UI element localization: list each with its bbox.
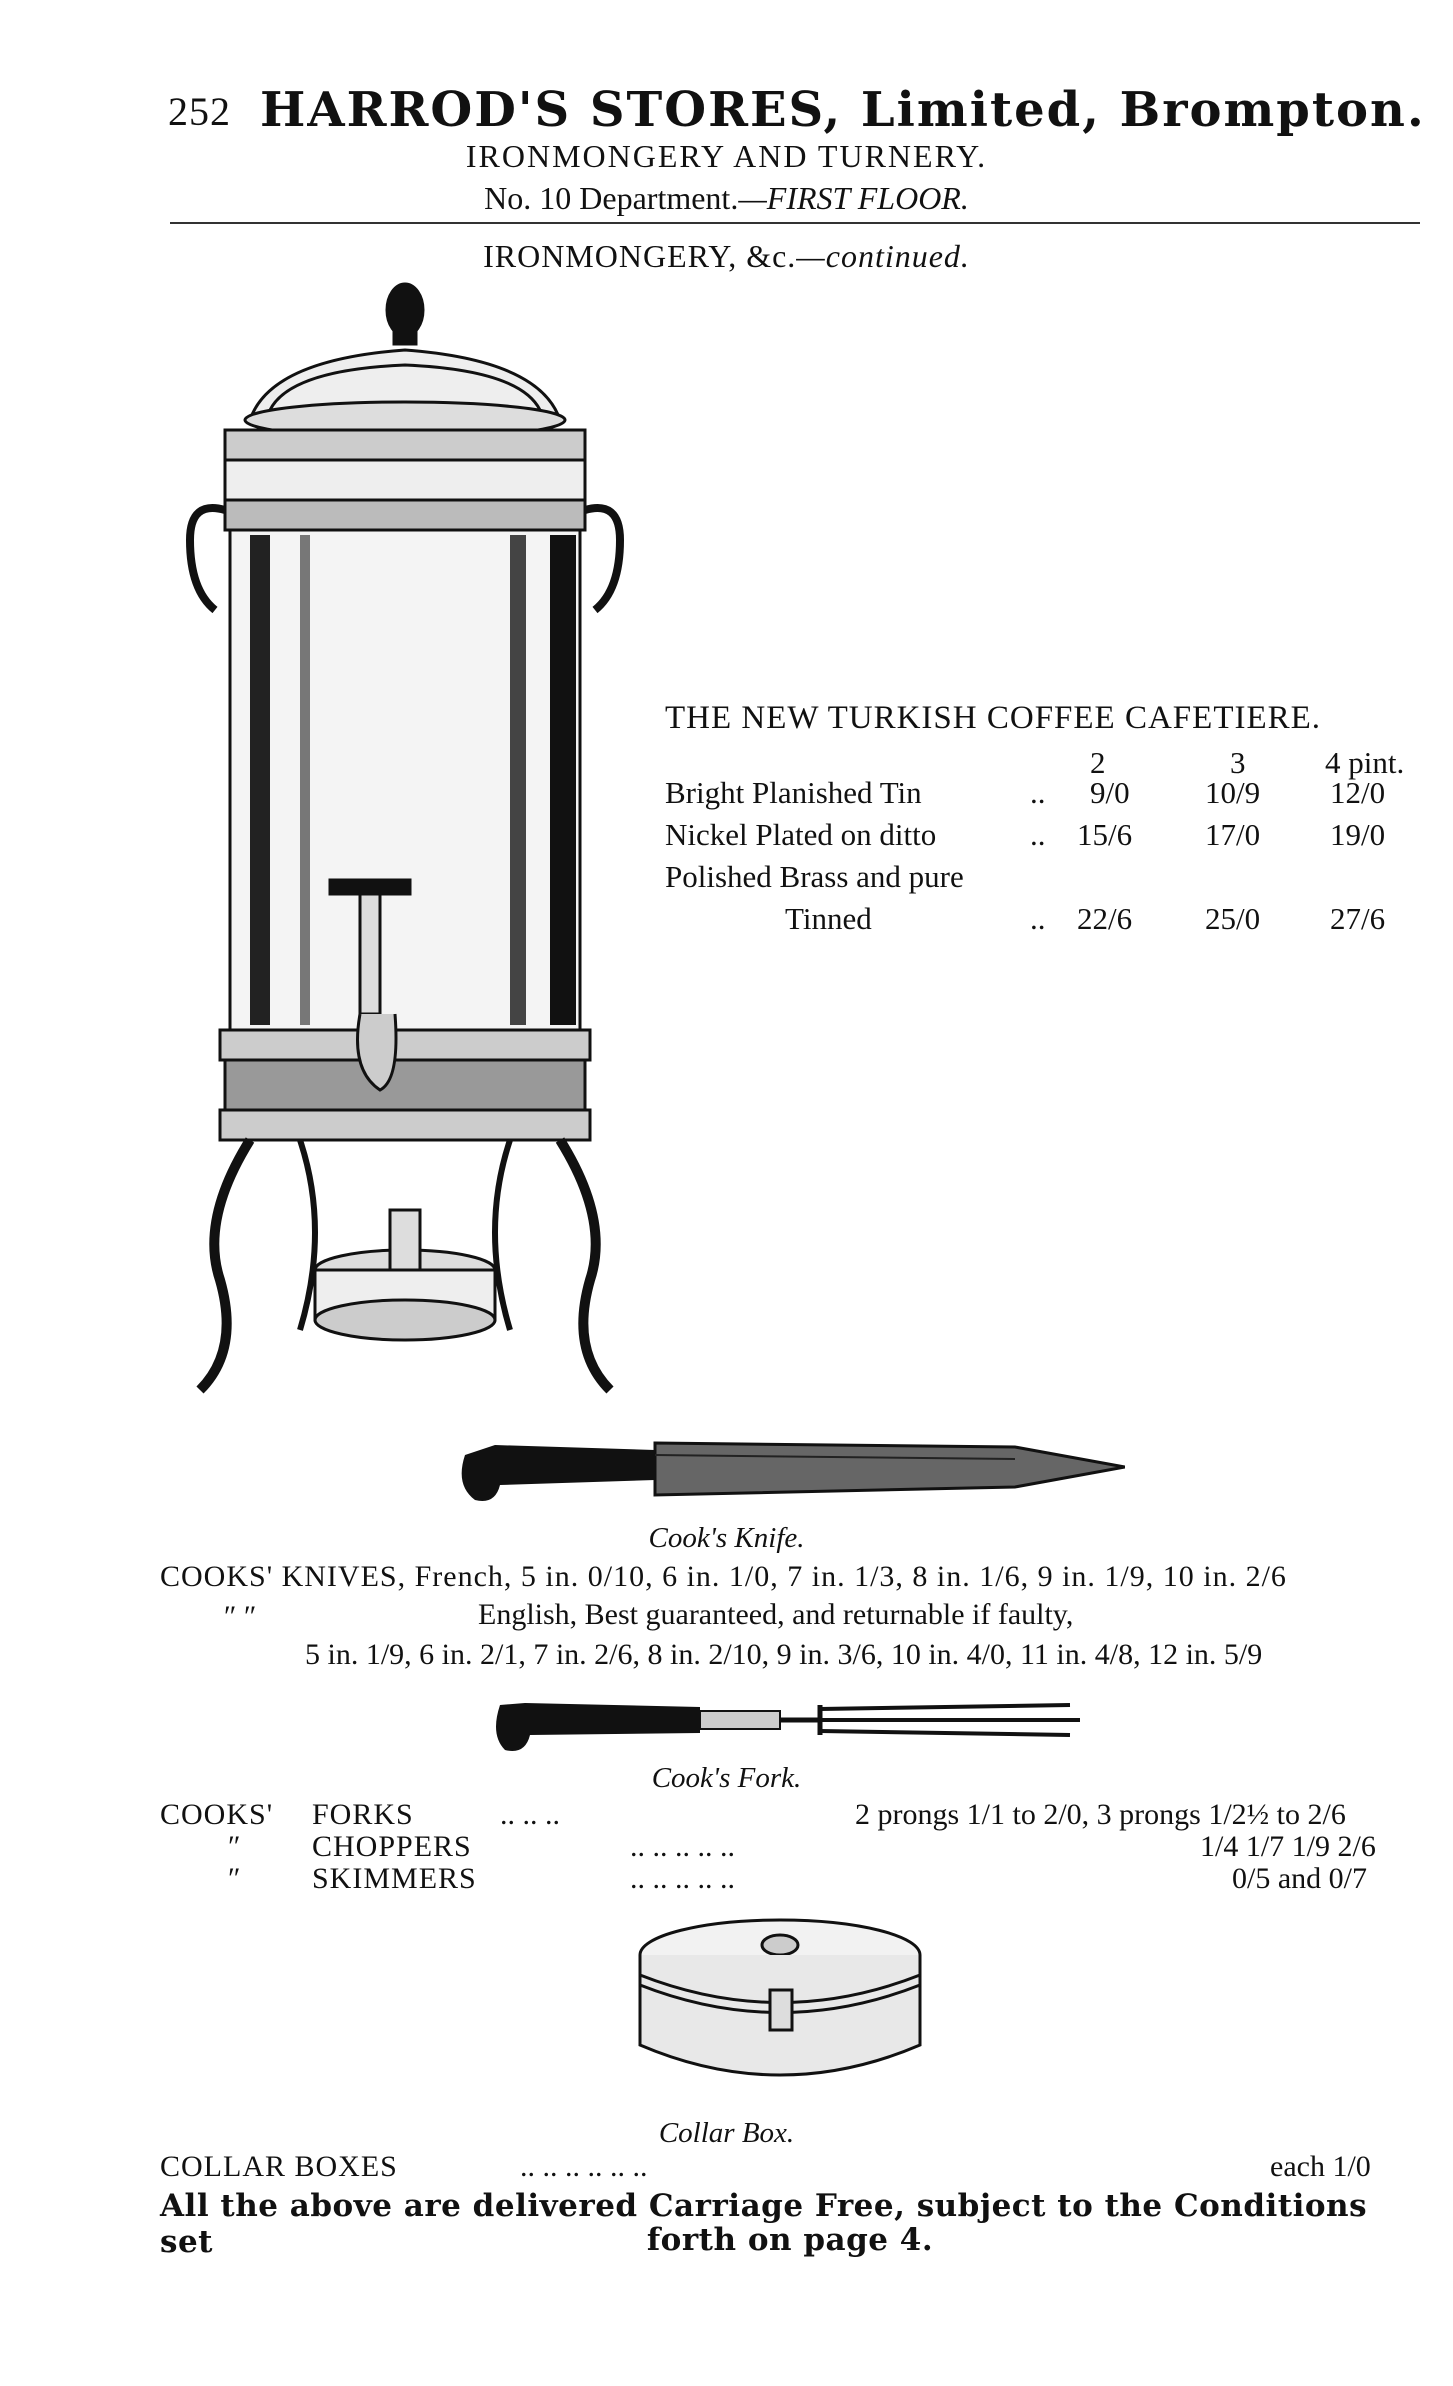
- fork-caption: Cook's Fork.: [651, 1762, 802, 1794]
- price-cell: 10/9: [1205, 775, 1261, 810]
- cooks-knife-illustration: [455, 1425, 1125, 1525]
- knife-caption: Cook's Knife.: [648, 1522, 805, 1554]
- collar-boxes-name: COLLAR BOXES: [160, 2150, 398, 2183]
- footer-note-line1: All the above are delivered Carriage Free, subject to the Conditions set: [160, 2188, 1368, 2260]
- collar-box-illustration: [630, 1905, 930, 2105]
- row-label: Polished Brass and pure: [665, 859, 964, 894]
- choppers-dots: .. .. .. .. ..: [630, 1830, 735, 1863]
- price-cell: 22/6: [1077, 901, 1133, 936]
- choppers-price: 1/4 1/7 1/9 2/6: [1200, 1830, 1376, 1863]
- price-cell: 27/6: [1330, 901, 1386, 936]
- price-cell: 15/6: [1077, 817, 1133, 852]
- floor-label: —FIRST FLOOR.: [738, 180, 969, 216]
- choppers-name: CHOPPERS: [312, 1830, 472, 1863]
- header-rule: [170, 222, 1420, 224]
- forks-name: FORKS: [312, 1798, 414, 1831]
- size-header-2: 2: [1090, 745, 1106, 780]
- skimmers-dots: .. .. .. .. ..: [630, 1862, 735, 1895]
- footer-note-line2: forth on page 4.: [646, 2222, 934, 2258]
- collar-box-caption: Collar Box.: [658, 2117, 795, 2149]
- store-title: HARROD'S STORES, Limited, Brompton.: [260, 82, 1426, 138]
- ditto-marks: ″ ″: [222, 1600, 255, 1633]
- department-line: [0, 180, 1453, 217]
- cooks-knives-english-line: English, Best guaranteed, and returnable if faulty,: [478, 1598, 1074, 1631]
- section-label: IRONMONGERY, &c.: [483, 238, 797, 274]
- row-dots: ..: [1030, 901, 1046, 936]
- skimmers-name: SKIMMERS: [312, 1862, 477, 1895]
- price-cell: 17/0: [1205, 817, 1261, 852]
- price-cell: 12/0: [1330, 775, 1386, 810]
- size-header-3: 3: [1230, 745, 1246, 780]
- department-subtitle: IRONMONGERY AND TURNERY.: [465, 138, 988, 174]
- cafetiere-title: THE NEW TURKISH COFFEE CAFETIERE.: [665, 700, 1322, 736]
- collar-boxes-price: each 1/0: [1270, 2150, 1371, 2183]
- coffee-cafetiere-illustration: [180, 270, 630, 1410]
- choppers-prefix: ″: [228, 1830, 241, 1863]
- section-continued: —continued.: [796, 238, 970, 274]
- price-cell: 25/0: [1205, 901, 1261, 936]
- cafetiere-price-table: [665, 745, 1425, 945]
- row-label: Bright Planished Tin: [665, 775, 922, 810]
- page-number: 252: [168, 89, 231, 134]
- price-cell: 9/0: [1090, 775, 1130, 810]
- row-label: Nickel Plated on ditto: [665, 817, 937, 852]
- row-dots: ..: [1030, 775, 1046, 810]
- forks-price: 2 prongs 1/1 to 2/0, 3 prongs 1/2½ to 2/6: [855, 1798, 1346, 1831]
- forks-dots: .. .. ..: [500, 1798, 560, 1831]
- row-label: Tinned: [785, 901, 872, 936]
- forks-prefix: COOKS': [160, 1798, 274, 1831]
- price-cell: 19/0: [1330, 817, 1386, 852]
- department-number: No. 10 Department.: [484, 180, 739, 216]
- cooks-knives-french-line: COOKS' KNIVES, French, 5 in. 0/10, 6 in. 1/0, 7 in. 1/3, 8 in. 1/6, 9 in. 1/9, 10 in. 2/6: [160, 1560, 1287, 1593]
- row-dots: ..: [1030, 817, 1046, 852]
- cooks-fork-illustration: [490, 1685, 1080, 1765]
- size-header-4: 4 pint.: [1325, 745, 1405, 780]
- cooks-knives-english-prices: 5 in. 1/9, 6 in. 2/1, 7 in. 2/6, 8 in. 2/10, 9 in. 3/6, 10 in. 4/0, 11 in. 4/8, 12 in. 5/9: [305, 1638, 1263, 1671]
- collar-boxes-dots: .. .. .. .. .. ..: [520, 2150, 648, 2183]
- skimmers-price: 0/5 and 0/7: [1232, 1862, 1367, 1895]
- skimmers-prefix: ″: [228, 1862, 241, 1895]
